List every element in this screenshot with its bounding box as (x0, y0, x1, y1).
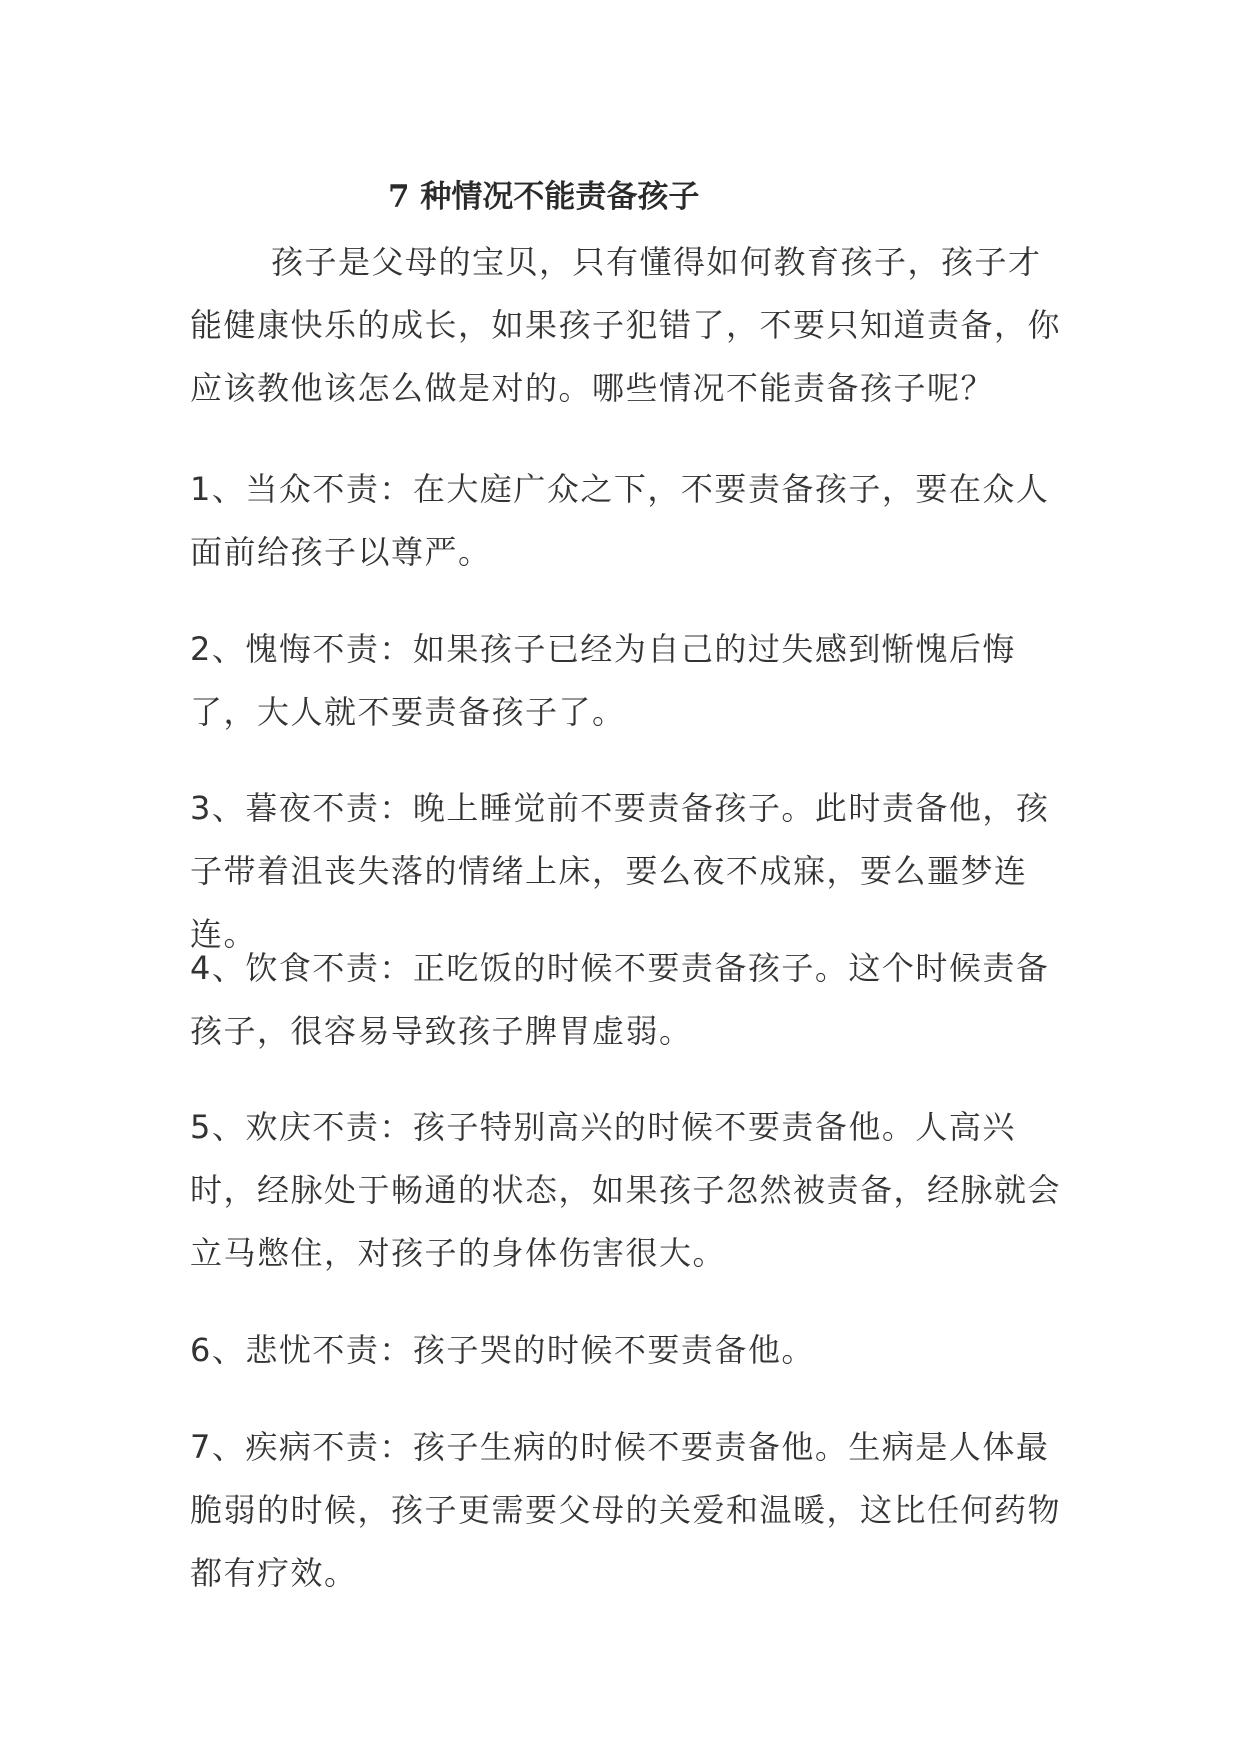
list-item-7: 7、疾病不责：孩子生病的时候不要责备他。生病是人体最脆弱的时候，孩子更需要父母的关爱和温暖，这比任何药物都有疗效。 (190, 1428, 1062, 1592)
list-item-6: 6、悲忧不责：孩子哭的时候不要责备他。 (190, 1331, 815, 1369)
list-item-2: 2、愧悔不责：如果孩子已经为自己的过失感到惭愧后悔了，大人就不要责备孩子了。 (190, 630, 1016, 731)
list-item-3: 3、暮夜不责：晚上睡觉前不要责备孩子。此时责备他，孩子带着沮丧失落的情绪上床，要么夜不成寐，要么噩梦连连。 (190, 789, 1050, 953)
list-item-4: 4、饮食不责：正吃饭的时候不要责备孩子。这个时候责备孩子，很容易导致孩子脾胃虚弱。 (190, 949, 1050, 1050)
list-item-1: 1、当众不责：在大庭广众之下，不要责备孩子，要在众人面前给孩子以尊严。 (190, 470, 1050, 571)
intro-paragraph: 孩子是父母的宝贝，只有懂得如何教育孩子，孩子才能健康快乐的成长，如果孩子犯错了，不要只知道责备，你应该教他该怎么做是对的。哪些情况不能责备孩子呢？ (190, 243, 1062, 407)
document-title: 7 种情况不能责备孩子 (388, 179, 700, 215)
list-item-5: 5、欢庆不责：孩子特别高兴的时候不要责备他。人高兴时，经脉处于畅通的状态，如果孩子忽然被责备，经脉就会立马憋住，对孩子的身体伤害很大。 (190, 1108, 1062, 1272)
